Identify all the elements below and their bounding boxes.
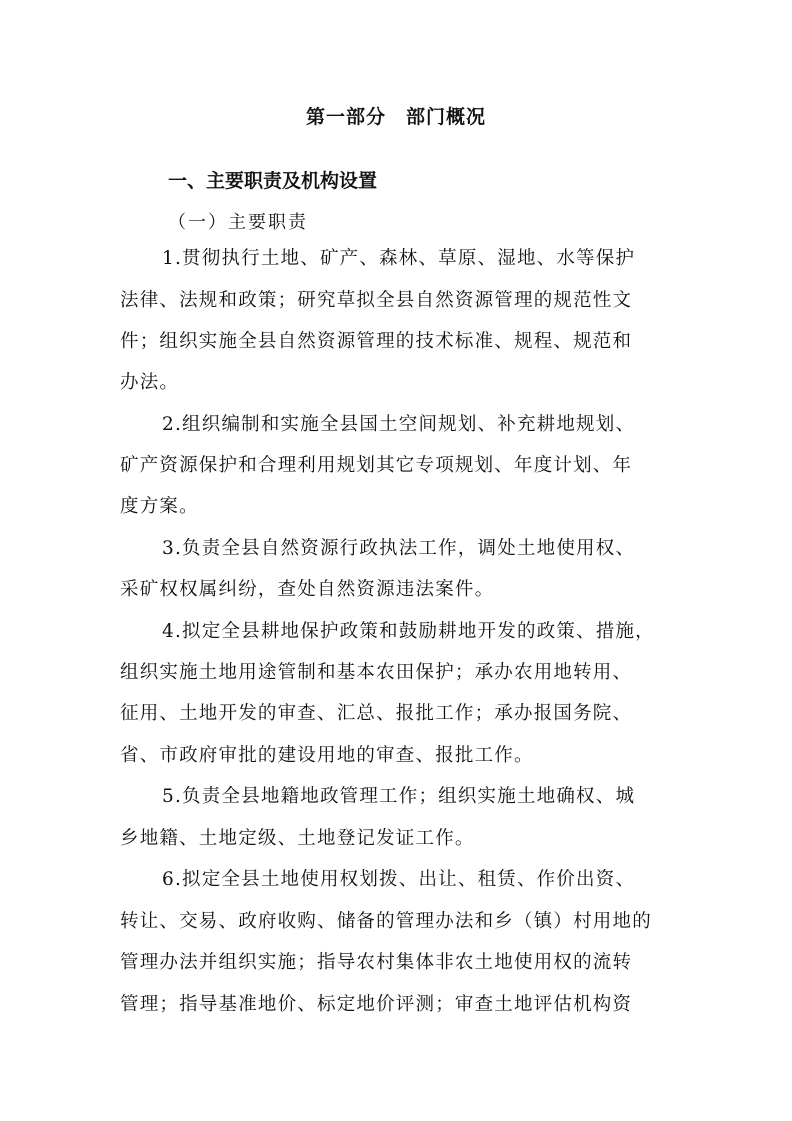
paragraph-line: 省、市政府审批的建设用地的审查、报批工作。 (120, 745, 534, 766)
paragraph-line: 6.拟定全县土地使用权划拨、出让、租赁、作价出资、 (162, 869, 636, 890)
paragraph-line: 组织实施土地用途管制和基本农田保护；承办农用地转用、 (120, 662, 633, 683)
paragraph-line: 乡地籍、土地定级、土地登记发证工作。 (120, 828, 475, 849)
paragraph-line: 转让、交易、政府收购、储备的管理办法和乡（镇）村用地的 (120, 911, 652, 932)
paragraph-line: 采矿权权属纠纷，查处自然资源违法案件。 (120, 579, 495, 600)
paragraph-line: 件；组织实施全县自然资源管理的技术标准、规程、规范和 (120, 331, 633, 352)
subsection-heading: （一）主要职责 (168, 212, 308, 233)
paragraph-line: 4.拟定全县耕地保护政策和鼓励耕地开发的政策、措施， (162, 621, 655, 642)
section-heading: 一、主要职责及机构设置 (168, 170, 378, 192)
paragraph-line: 办法。 (120, 372, 180, 393)
paragraph-line: 管理；指导基准地价、标定地价评测；审查土地评估机构资 (120, 994, 633, 1015)
paragraph-line: 管理办法并组织实施；指导农村集体非农土地使用权的流转 (120, 952, 633, 973)
paragraph-line: 法律、法规和政策；研究草拟全县自然资源管理的规范性文 (120, 290, 633, 311)
paragraph-line: 度方案。 (120, 496, 199, 517)
paragraph-line: 3.负责全县自然资源行政执法工作，调处土地使用权、 (162, 538, 636, 559)
paragraph-line: 2.组织编制和实施全县国土空间规划、补充耕地规划、 (162, 414, 636, 435)
paragraph-line: 矿产资源保护和合理利用规划其它专项规划、年度计划、年 (120, 455, 633, 476)
paragraph-line: 5.负责全县地籍地政管理工作；组织实施土地确权、城 (162, 786, 636, 807)
page-title: 第一部分 部门概况 (305, 106, 486, 128)
paragraph-line: 征用、土地开发的审查、汇总、报批工作；承办报国务院、 (120, 703, 633, 724)
paragraph-line: 1.贯彻执行土地、矿产、森林、草原、湿地、水等保护 (162, 248, 636, 269)
